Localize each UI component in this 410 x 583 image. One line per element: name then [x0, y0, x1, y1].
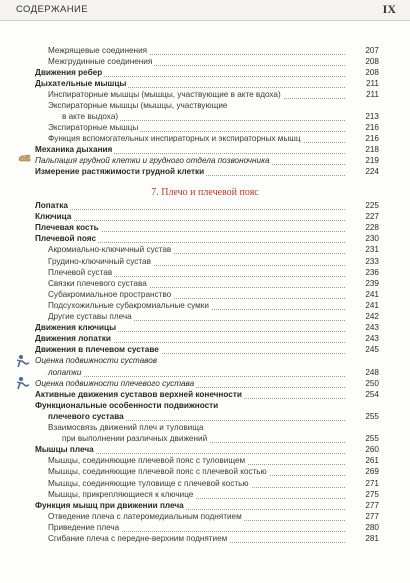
toc-entry [0, 112, 410, 123]
toc-entry-page: 219 [365, 156, 379, 165]
toc-entry [0, 290, 410, 301]
toc-entry-label: Плечевая кость [35, 223, 99, 233]
toc-entry-page: 277 [365, 500, 379, 510]
toc-entry [0, 512, 410, 523]
toc-entry-label: Активные движения суставов верхней конечности [35, 389, 242, 399]
toc-entry-label: Оценка подвижности суставов [35, 356, 158, 366]
toc-entry-page: 280 [365, 522, 379, 532]
toc-entry-label: Мышцы плеча [35, 445, 94, 455]
toc-entry-label: Механика дыхания [35, 145, 113, 154]
toc-entry-label: Подсухожильные субакромиальные сумки [48, 300, 209, 310]
toc-entry [0, 501, 410, 512]
toc-entry-page: 241 [365, 289, 379, 299]
toc-entry [0, 345, 410, 356]
toc-entry-page: 245 [365, 345, 379, 355]
toc-entry [0, 57, 410, 68]
toc-entry-page: 241 [365, 300, 379, 310]
toc-entry [0, 356, 410, 367]
toc-entry-label: плечевого сустава [48, 411, 124, 421]
toc-entry-page: 233 [365, 256, 379, 266]
toc-entry-page: 271 [365, 478, 379, 488]
toc-entry-page: 277 [365, 511, 379, 521]
toc-entry [0, 79, 410, 90]
toc-entry [0, 456, 410, 467]
toc-entry-page: 254 [365, 389, 379, 399]
toc-entry [0, 201, 410, 212]
toc-entry-label: Грудино-ключичный сустав [48, 256, 151, 266]
toc-entry-page: 261 [365, 456, 379, 466]
toc-entry-page: 239 [365, 278, 379, 288]
toc-entry [0, 156, 410, 167]
toc-entry-label: Плечевой сустав [48, 267, 113, 277]
toc-entry [0, 123, 410, 134]
toc-entry-page: 231 [365, 245, 379, 255]
toc-entry [0, 379, 410, 390]
toc-entry-page: 213 [365, 112, 379, 121]
toc-entry-page: 207 [365, 46, 379, 55]
toc-entry-page: 208 [365, 68, 379, 77]
toc-entry [0, 301, 410, 312]
toc-entry [0, 445, 410, 456]
toc-entry-page: 255 [365, 411, 379, 421]
toc-entry-page: 242 [365, 312, 379, 321]
toc-entry [0, 212, 410, 223]
toc-entry-page: 211 [365, 79, 379, 88]
toc-entry [0, 245, 410, 256]
palpation-hand-icon [18, 151, 32, 163]
assessment-figure-icon [16, 354, 30, 368]
toc-entry [0, 234, 410, 245]
toc-entry [0, 223, 410, 234]
toc-entry-label: Дыхательные мышцы [35, 79, 127, 88]
toc-entry [0, 134, 410, 145]
toc-leader-dots [35, 220, 345, 221]
toc-entry [0, 279, 410, 290]
toc-entry-label: Плечевой пояс [35, 234, 97, 244]
toc-entry-label: Функция мышц при движении плеча [35, 500, 184, 510]
toc-entry-label: Движения в плечевом суставе [35, 345, 159, 355]
toc-entry-label: в акте выдоха) [62, 112, 119, 121]
toc-entry [0, 323, 410, 334]
toc-entry [0, 523, 410, 534]
toc-entry-label: Движения ребер [35, 68, 103, 77]
toc-entry-label: при выполнении различных движений [62, 434, 208, 444]
toc-entry-page: 248 [365, 367, 379, 377]
toc-entry-label: Мышцы, прикрепляющиеся к ключице [48, 489, 194, 499]
toc-entry-page: 236 [365, 267, 379, 277]
toc-entry [0, 167, 410, 178]
toc-entry [0, 479, 410, 490]
toc-entry-label: Межрящевые соединения [48, 46, 148, 55]
toc-entry [0, 467, 410, 478]
toc-entry-page: 260 [365, 445, 379, 455]
toc-entry [0, 312, 410, 323]
toc-entry-label: Отведение плеча с латеромедиальным поднятием [48, 511, 242, 521]
toc-entry [0, 368, 410, 379]
toc-entry-label: Сгибание плеча с передне-верхним поднятием [48, 534, 228, 543]
toc-entry-page: 218 [365, 145, 379, 154]
toc-entry-label: Приведение плеча [48, 522, 120, 532]
header-page-number: IX [382, 2, 396, 16]
assessment-figure-icon [16, 376, 30, 390]
toc-entry-label: Измерение растяжимости грудной клетки [35, 167, 205, 176]
toc-entry-label: Функциональные особенности подвижности [35, 400, 219, 410]
toc-entry [0, 490, 410, 501]
toc-entry-page: 281 [365, 534, 379, 543]
toc-entry [0, 46, 410, 57]
toc-entry [0, 145, 410, 156]
toc-entry-page: 255 [365, 434, 379, 444]
toc-entry [0, 101, 410, 112]
toc-entry [0, 401, 410, 412]
toc-entry-label: Связки плечевого сустава [48, 278, 147, 288]
toc-entry-label: Ключица [35, 212, 72, 222]
toc-entry-label: Субакромиальное пространство [48, 289, 172, 299]
toc-entry [0, 257, 410, 268]
toc-entry [0, 434, 410, 445]
toc-entry-page: 243 [365, 323, 379, 333]
toc-entry-label: Движения ключицы [35, 323, 117, 333]
toc-entry-page: 208 [365, 57, 379, 66]
toc-entry [0, 68, 410, 79]
chapter-title: 7. Плечо и плечевой пояс [151, 187, 259, 198]
toc-entry-page: 269 [365, 467, 379, 477]
toc-entry [0, 334, 410, 345]
header-title: СОДЕРЖАНИЕ [16, 4, 88, 15]
toc-entry-label: Экспираторные мышцы [48, 123, 139, 132]
toc-entry [0, 268, 410, 279]
toc-entry-label: Оценка подвижности плечевого сустава [35, 378, 195, 388]
toc-entry-page: 225 [365, 201, 379, 210]
toc-entry [0, 390, 410, 401]
toc-entry-page: 250 [365, 378, 379, 388]
toc-entry-label: Другие суставы плеча [48, 312, 132, 321]
toc-entry-page: 224 [365, 167, 379, 176]
toc-entry-page: 211 [365, 90, 379, 99]
toc-entry-label: Движения лопатки [35, 334, 111, 344]
toc-entry-page: 275 [365, 489, 379, 499]
toc-entry [0, 423, 410, 434]
toc-entry-label: Мышцы, соединяющие плечевой пояс с плечевой костью [48, 467, 267, 477]
toc-leader-dots [35, 209, 345, 210]
toc-entry-label: Пальпация грудной клетки и грудного отдела позвоночника [35, 156, 270, 165]
toc-entry-label: Межгрудинные соединения [48, 57, 153, 66]
toc-entry-label: Мышцы, соединяющие туловище с плечевой костью [48, 478, 249, 488]
toc-entry-label: Экспираторные мышцы (мышцы, участвующие [48, 101, 228, 110]
toc-entry-label: Акромиально-ключичный сустав [48, 245, 172, 255]
toc-entry-label: лопатки [48, 367, 82, 377]
toc-entry-label: Инспираторные мышцы (мышцы, участвующие в акте вдоха) [48, 90, 281, 99]
toc-entry-label: Лопатка [35, 201, 68, 210]
toc-entry [0, 90, 410, 101]
toc-entry-page: 216 [365, 134, 379, 143]
toc-entry-label: Мышцы, соединяющие плечевой пояс с туловищем [48, 456, 246, 466]
toc-entry-label: Взаимосвязь движений плеч и туловища [48, 423, 204, 432]
toc-entry-page: 230 [365, 234, 379, 244]
toc-entry [0, 534, 410, 545]
toc-leader-dots [48, 376, 345, 377]
toc-entry-page: 227 [365, 212, 379, 222]
toc-entry [0, 412, 410, 423]
toc-entry-page: 243 [365, 334, 379, 344]
toc-entry-label: Функция вспомогательных инспираторных и экспираторных мышц [48, 134, 301, 143]
toc-entry-page: 228 [365, 223, 379, 233]
toc-entry-page: 216 [365, 123, 379, 132]
